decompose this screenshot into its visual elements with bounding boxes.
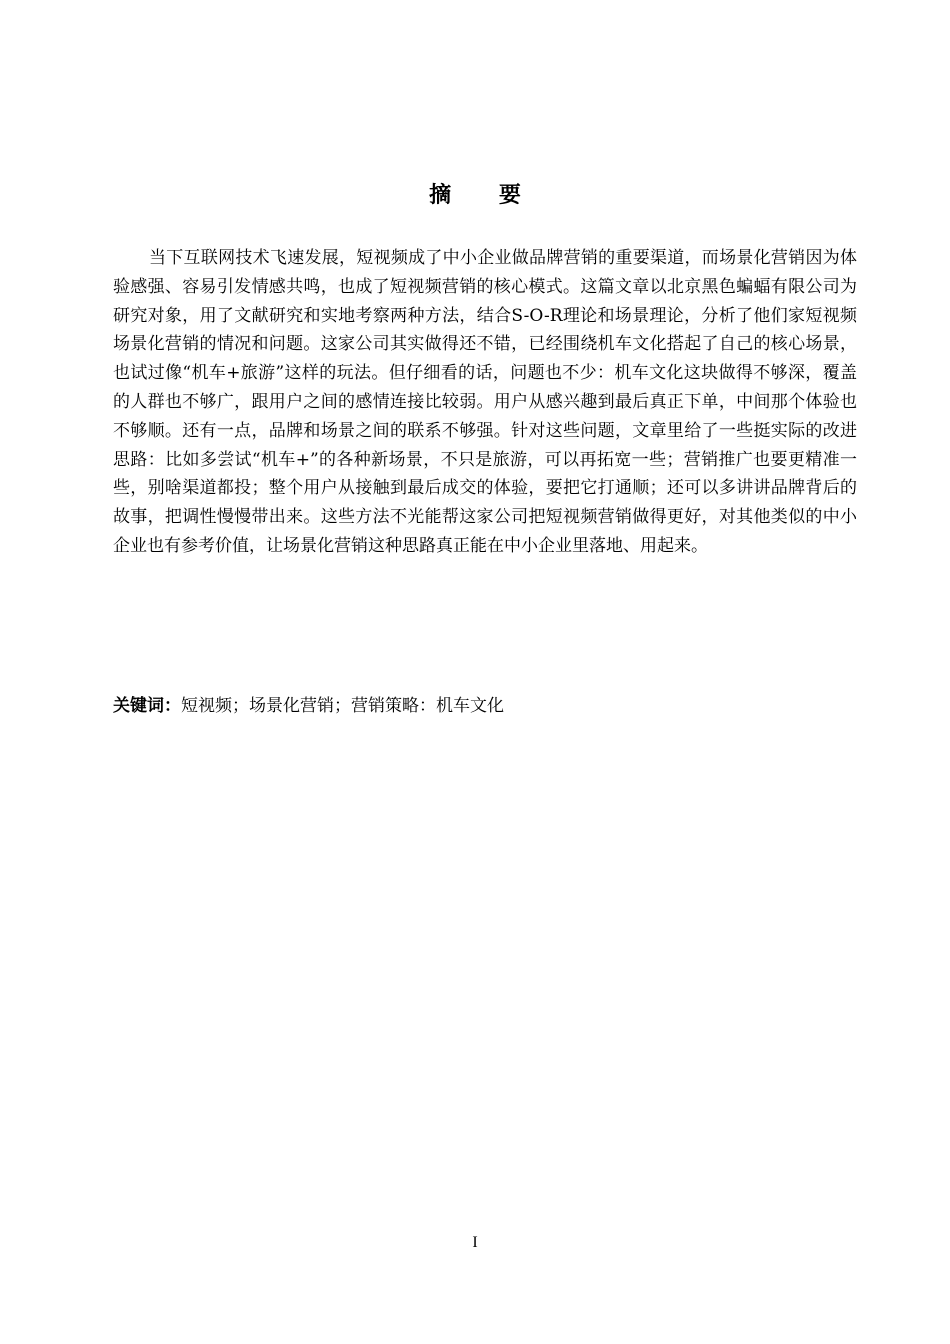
abstract-title: 摘 要 xyxy=(429,183,541,208)
page-number: I xyxy=(472,1234,478,1251)
keywords-line xyxy=(113,692,857,720)
abstract-body: 当下互联网技术飞速发展，短视频成了中小企业做品牌营销的重要渠道，而场景化营销因为体验感强、容易引发情感共鸣，也成了短视频营销的核心模式。这篇文章以北京黑色蝙蝠有限公司为研究对象，用了文献研究和实地考察两种方法，结合S-O-R理论和场景理论，分析了他们家短视频场景化营销的情况和问题。这家公司其实做得还不错，已经围绕机车文化搭起了自己的核心场景，也试过像“机车+旅游”这样的玩法。但仔细看的话，问题也不少：机车文化这块做得不够深，覆盖的人群也不够广，跟用户之间的感情连接比较弱。用户从感兴趣到最后真正下单，中间那个体验也不够顺。还有一点，品牌和场景之间的联系不够强。针对这些问题，文章里给了一些挺实际的改进思路：比如多尝试“机车+”的各种新场景，不只是旅游，可以再拓宽一些；营销推广也要更精准一些，别啥渠道都投；整个用户从接触到最后成交的体验，要把它打通顺；还可以多讲讲品牌背后的故事，把调性慢慢带出来。这些方法不光能帮这家公司把短视频营销做得更好，对其他类似的中小企业也有参考价值，让场景化营销这种思路真正能在中小企业里落地、用起来。 xyxy=(113,248,857,556)
keywords-text: 短视频；场景化营销；营销策略：机车文化 xyxy=(181,696,504,716)
keywords-label: 关键词： xyxy=(113,696,181,716)
